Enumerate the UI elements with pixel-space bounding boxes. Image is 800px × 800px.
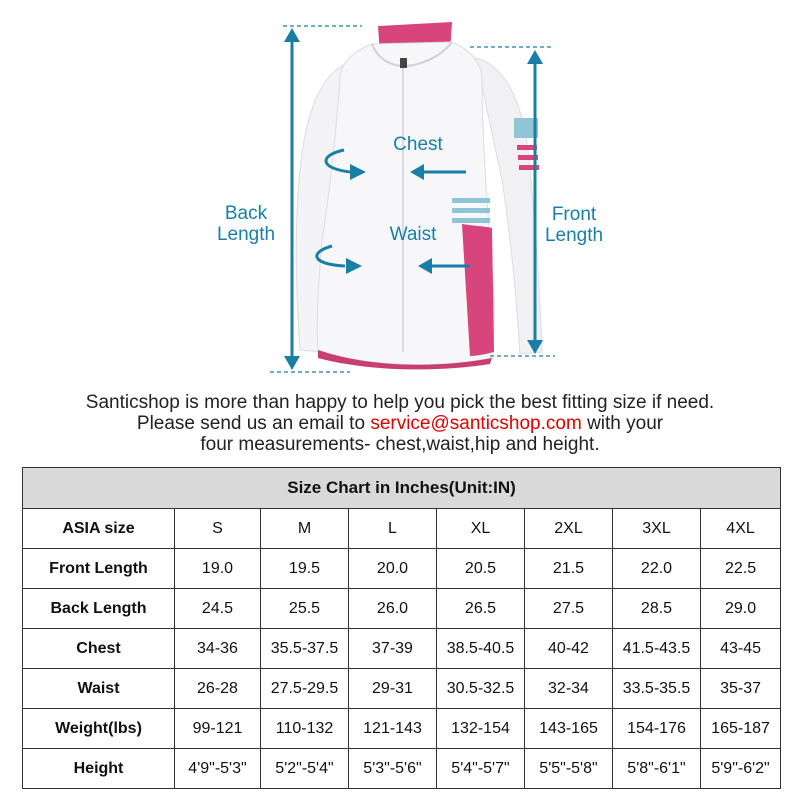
table-cell: 143-165 [525, 709, 613, 749]
table-cell: 22.0 [613, 549, 701, 589]
table-cell: 26.5 [437, 589, 525, 629]
table-cell: 3XL [613, 509, 701, 549]
table-cell: 5'9"-6'2" [701, 749, 781, 789]
table-cell: 19.5 [261, 549, 349, 589]
row-label: Back Length [23, 589, 175, 629]
table-cell: S [175, 509, 261, 549]
info-line-2-suffix: with your [581, 413, 664, 434]
row-label: Weight(lbs) [23, 709, 175, 749]
table-cell: 5'8"-6'1" [613, 749, 701, 789]
table-row [23, 629, 781, 669]
table-cell: 25.5 [261, 589, 349, 629]
table-cell: 26-28 [175, 669, 261, 709]
waist-label: Waist [389, 224, 437, 245]
table-row [23, 709, 781, 749]
table-cell: 28.5 [613, 589, 701, 629]
table-cell: 2XL [525, 509, 613, 549]
jersey-illustration [296, 22, 542, 369]
front-length-label [534, 204, 614, 246]
table-cell: 4'9"-5'3" [175, 749, 261, 789]
table-cell: 41.5-43.5 [613, 629, 701, 669]
table-cell: 19.0 [175, 549, 261, 589]
row-label: Chest [23, 629, 175, 669]
back-length-label-line1: Back [224, 203, 268, 224]
table-cell: 24.5 [175, 589, 261, 629]
table-cell: 99-121 [175, 709, 261, 749]
table-cell: 37-39 [349, 629, 437, 669]
table-cell: 32-34 [525, 669, 613, 709]
table-cell: 26.0 [349, 589, 437, 629]
table-cell: 4XL [701, 509, 781, 549]
front-length-label-line2: Length [544, 225, 604, 246]
table-cell: 27.5 [525, 589, 613, 629]
support-email-link[interactable]: service@santicshop.com [370, 413, 582, 434]
table-cell: 5'2"-5'4" [261, 749, 349, 789]
table-cell: 27.5-29.5 [261, 669, 349, 709]
table-cell: 21.5 [525, 549, 613, 589]
table-cell: M [261, 509, 349, 549]
table-cell: 35.5-37.5 [261, 629, 349, 669]
table-cell: 110-132 [261, 709, 349, 749]
row-label: Waist [23, 669, 175, 709]
info-line-1: Santicshop is more than happy to help you pick the best fitting size if need. [85, 392, 715, 413]
table-cell: 22.5 [701, 549, 781, 589]
table-cell: 5'5"-5'8" [525, 749, 613, 789]
size-chart-table [22, 467, 781, 789]
table-cell: 33.5-35.5 [613, 669, 701, 709]
info-line-3: four measurements- chest,waist,hip and height. [200, 434, 600, 455]
table-cell: 165-187 [701, 709, 781, 749]
table-cell: 34-36 [175, 629, 261, 669]
chest-label: Chest [393, 134, 443, 155]
table-row [23, 749, 781, 789]
table-cell: 29.0 [701, 589, 781, 629]
table-cell: 35-37 [701, 669, 781, 709]
table-cell: 40-42 [525, 629, 613, 669]
table-cell: 154-176 [613, 709, 701, 749]
table-row [23, 549, 781, 589]
row-label: Height [23, 749, 175, 789]
table-cell: 20.0 [349, 549, 437, 589]
table-row [23, 509, 781, 549]
row-label: Front Length [23, 549, 175, 589]
back-length-label [206, 203, 286, 245]
row-label: ASIA size [23, 509, 175, 549]
front-length-label-line1: Front [551, 204, 597, 225]
table-row [23, 669, 781, 709]
table-cell: 5'4"-5'7" [437, 749, 525, 789]
table-row [23, 589, 781, 629]
table-cell: 132-154 [437, 709, 525, 749]
table-cell: 38.5-40.5 [437, 629, 525, 669]
table-cell: 20.5 [437, 549, 525, 589]
size-chart-title: Size Chart in Inches(Unit:IN) [23, 468, 781, 509]
jersey-measurement-diagram [0, 0, 800, 385]
info-line-2 [0, 413, 800, 434]
table-cell: L [349, 509, 437, 549]
table-cell: 30.5-32.5 [437, 669, 525, 709]
table-cell: 121-143 [349, 709, 437, 749]
table-cell: 43-45 [701, 629, 781, 669]
info-line-2-prefix: Please send us an email to [136, 413, 371, 434]
back-length-label-line2: Length [216, 224, 276, 245]
table-cell: XL [437, 509, 525, 549]
size-chart-body [23, 509, 781, 789]
table-cell: 5'3"-5'6" [349, 749, 437, 789]
table-cell: 29-31 [349, 669, 437, 709]
